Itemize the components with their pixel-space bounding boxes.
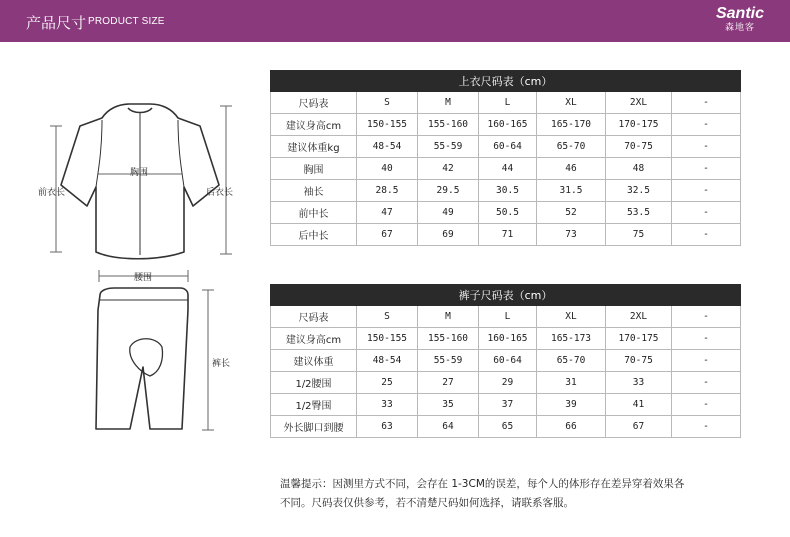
waist-label: 腰围 (134, 273, 153, 283)
table-cell: 69 (418, 224, 479, 246)
bottom-table-title: 裤子尺码表（cm） (271, 285, 741, 306)
table-cell: - (672, 202, 741, 224)
table-cell: XL (537, 92, 606, 114)
table-cell: - (672, 136, 741, 158)
table-cell: - (672, 114, 741, 136)
table-cell: 49 (418, 202, 479, 224)
table-row (271, 114, 741, 136)
garment-diagrams (0, 42, 260, 442)
table-cell: 65 (479, 416, 537, 438)
page-subtitle: PRODUCT SIZE (88, 16, 165, 27)
table-cell: - (672, 158, 741, 180)
table-cell: 46 (537, 158, 606, 180)
table-row (271, 180, 741, 202)
table-cell: - (672, 372, 741, 394)
table-cell: 31.5 (537, 180, 606, 202)
table-cell: 160-165 (479, 328, 537, 350)
row-label: 1/2臀围 (271, 394, 357, 416)
table-cell: 35 (418, 394, 479, 416)
table-row (271, 306, 741, 328)
table-cell: S (357, 92, 418, 114)
table-cell: 33 (357, 394, 418, 416)
table-cell: 55-59 (418, 350, 479, 372)
table-cell: 42 (418, 158, 479, 180)
inseam-label: 裤长 (212, 359, 231, 369)
jersey-diagram (61, 104, 219, 259)
table-cell: - (672, 416, 741, 438)
table-cell: 150-155 (357, 114, 418, 136)
table-row (271, 372, 741, 394)
brand-name-cn: 森地客 (724, 23, 755, 33)
row-label: 尺码表 (271, 92, 357, 114)
table-cell: 31 (537, 372, 606, 394)
table-row (271, 328, 741, 350)
top-size-table (270, 70, 741, 246)
row-label: 建议体重 (271, 350, 357, 372)
table-cell: 63 (357, 416, 418, 438)
table-cell: 50.5 (479, 202, 537, 224)
table-cell: 48 (606, 158, 672, 180)
page-title: 产品尺寸 (26, 14, 87, 32)
table-cell: 60-64 (479, 350, 537, 372)
table-cell: 70-75 (606, 350, 672, 372)
table-cell: L (479, 306, 537, 328)
table-cell: 150-155 (357, 328, 418, 350)
table-cell: 64 (418, 416, 479, 438)
table-cell: 70-75 (606, 136, 672, 158)
table-cell: 41 (606, 394, 672, 416)
table-cell: - (672, 394, 741, 416)
table-cell: - (672, 180, 741, 202)
table-row (271, 394, 741, 416)
table-cell: 65-70 (537, 350, 606, 372)
row-label: 尺码表 (271, 306, 357, 328)
table-cell: 155-160 (418, 114, 479, 136)
size-note (280, 475, 750, 513)
table-cell: 29 (479, 372, 537, 394)
brand-name: Santic (715, 5, 764, 22)
table-cell: 67 (357, 224, 418, 246)
table-cell: 67 (606, 416, 672, 438)
table-cell: - (672, 328, 741, 350)
table-cell: 55-59 (418, 136, 479, 158)
header-bar (0, 0, 790, 42)
row-label: 建议身高cm (271, 328, 357, 350)
table-cell: 40 (357, 158, 418, 180)
shorts-diagram (96, 288, 188, 429)
table-cell: 75 (606, 224, 672, 246)
table-cell: 39 (537, 394, 606, 416)
table-row (271, 416, 741, 438)
note-line-2: 不同。尺码表仅供参考，若不清楚尺码如何选择，请联系客服。 (280, 497, 574, 509)
table-cell: 60-64 (479, 136, 537, 158)
table-row (271, 350, 741, 372)
table-cell: 47 (357, 202, 418, 224)
table-row (271, 224, 741, 246)
table-cell: 48-54 (357, 136, 418, 158)
note-line-1: 温馨提示：因测里方式不同，会存在 1-3CM的误差，每个人的体形存在差异穿着效果各 (280, 478, 685, 490)
table-cell: - (672, 350, 741, 372)
table-cell: 53.5 (606, 202, 672, 224)
table-cell: 170-175 (606, 328, 672, 350)
row-label: 胸围 (271, 158, 357, 180)
table-cell: XL (537, 306, 606, 328)
table-cell: 37 (479, 394, 537, 416)
row-label: 1/2腰围 (271, 372, 357, 394)
bottom-table-body (271, 306, 741, 438)
table-cell: 27 (418, 372, 479, 394)
table-cell: L (479, 92, 537, 114)
table-cell: 52 (537, 202, 606, 224)
table-cell: - (672, 306, 741, 328)
table-cell: 29.5 (418, 180, 479, 202)
shorts-measure-lines (99, 270, 214, 430)
row-label: 建议身高cm (271, 114, 357, 136)
table-cell: 65-70 (537, 136, 606, 158)
top-table-title: 上衣尺码表（cm） (271, 71, 741, 92)
table-cell: 160-165 (479, 114, 537, 136)
table-cell: S (357, 306, 418, 328)
table-cell: 33 (606, 372, 672, 394)
table-cell: 170-175 (606, 114, 672, 136)
row-label: 建议体重kg (271, 136, 357, 158)
table-cell: 44 (479, 158, 537, 180)
table-cell: M (418, 92, 479, 114)
table-cell: M (418, 306, 479, 328)
row-label: 外长脚口到腰 (271, 416, 357, 438)
table-cell: 71 (479, 224, 537, 246)
table-cell: 48-54 (357, 350, 418, 372)
table-row (271, 92, 741, 114)
table-row (271, 136, 741, 158)
table-cell: 155-160 (418, 328, 479, 350)
top-table-body (271, 92, 741, 246)
table-row (271, 202, 741, 224)
table-cell: 165-173 (537, 328, 606, 350)
table-cell: 28.5 (357, 180, 418, 202)
table-cell: 32.5 (606, 180, 672, 202)
table-cell: 73 (537, 224, 606, 246)
jersey-measure-lines (50, 106, 232, 254)
table-row (271, 158, 741, 180)
row-label: 后中长 (271, 224, 357, 246)
table-cell: 30.5 (479, 180, 537, 202)
bottom-size-table (270, 284, 741, 438)
table-cell: 2XL (606, 92, 672, 114)
row-label: 前中长 (271, 202, 357, 224)
table-cell: 66 (537, 416, 606, 438)
row-label: 袖长 (271, 180, 357, 202)
table-cell: - (672, 224, 741, 246)
front-length-label: 前衣长 (38, 188, 66, 198)
table-cell: 2XL (606, 306, 672, 328)
table-cell: 165-170 (537, 114, 606, 136)
chest-label: 胸围 (130, 168, 149, 178)
table-cell: - (672, 92, 741, 114)
back-length-label: 后衣长 (206, 188, 234, 198)
table-cell: 25 (357, 372, 418, 394)
brand-logo (716, 5, 764, 34)
